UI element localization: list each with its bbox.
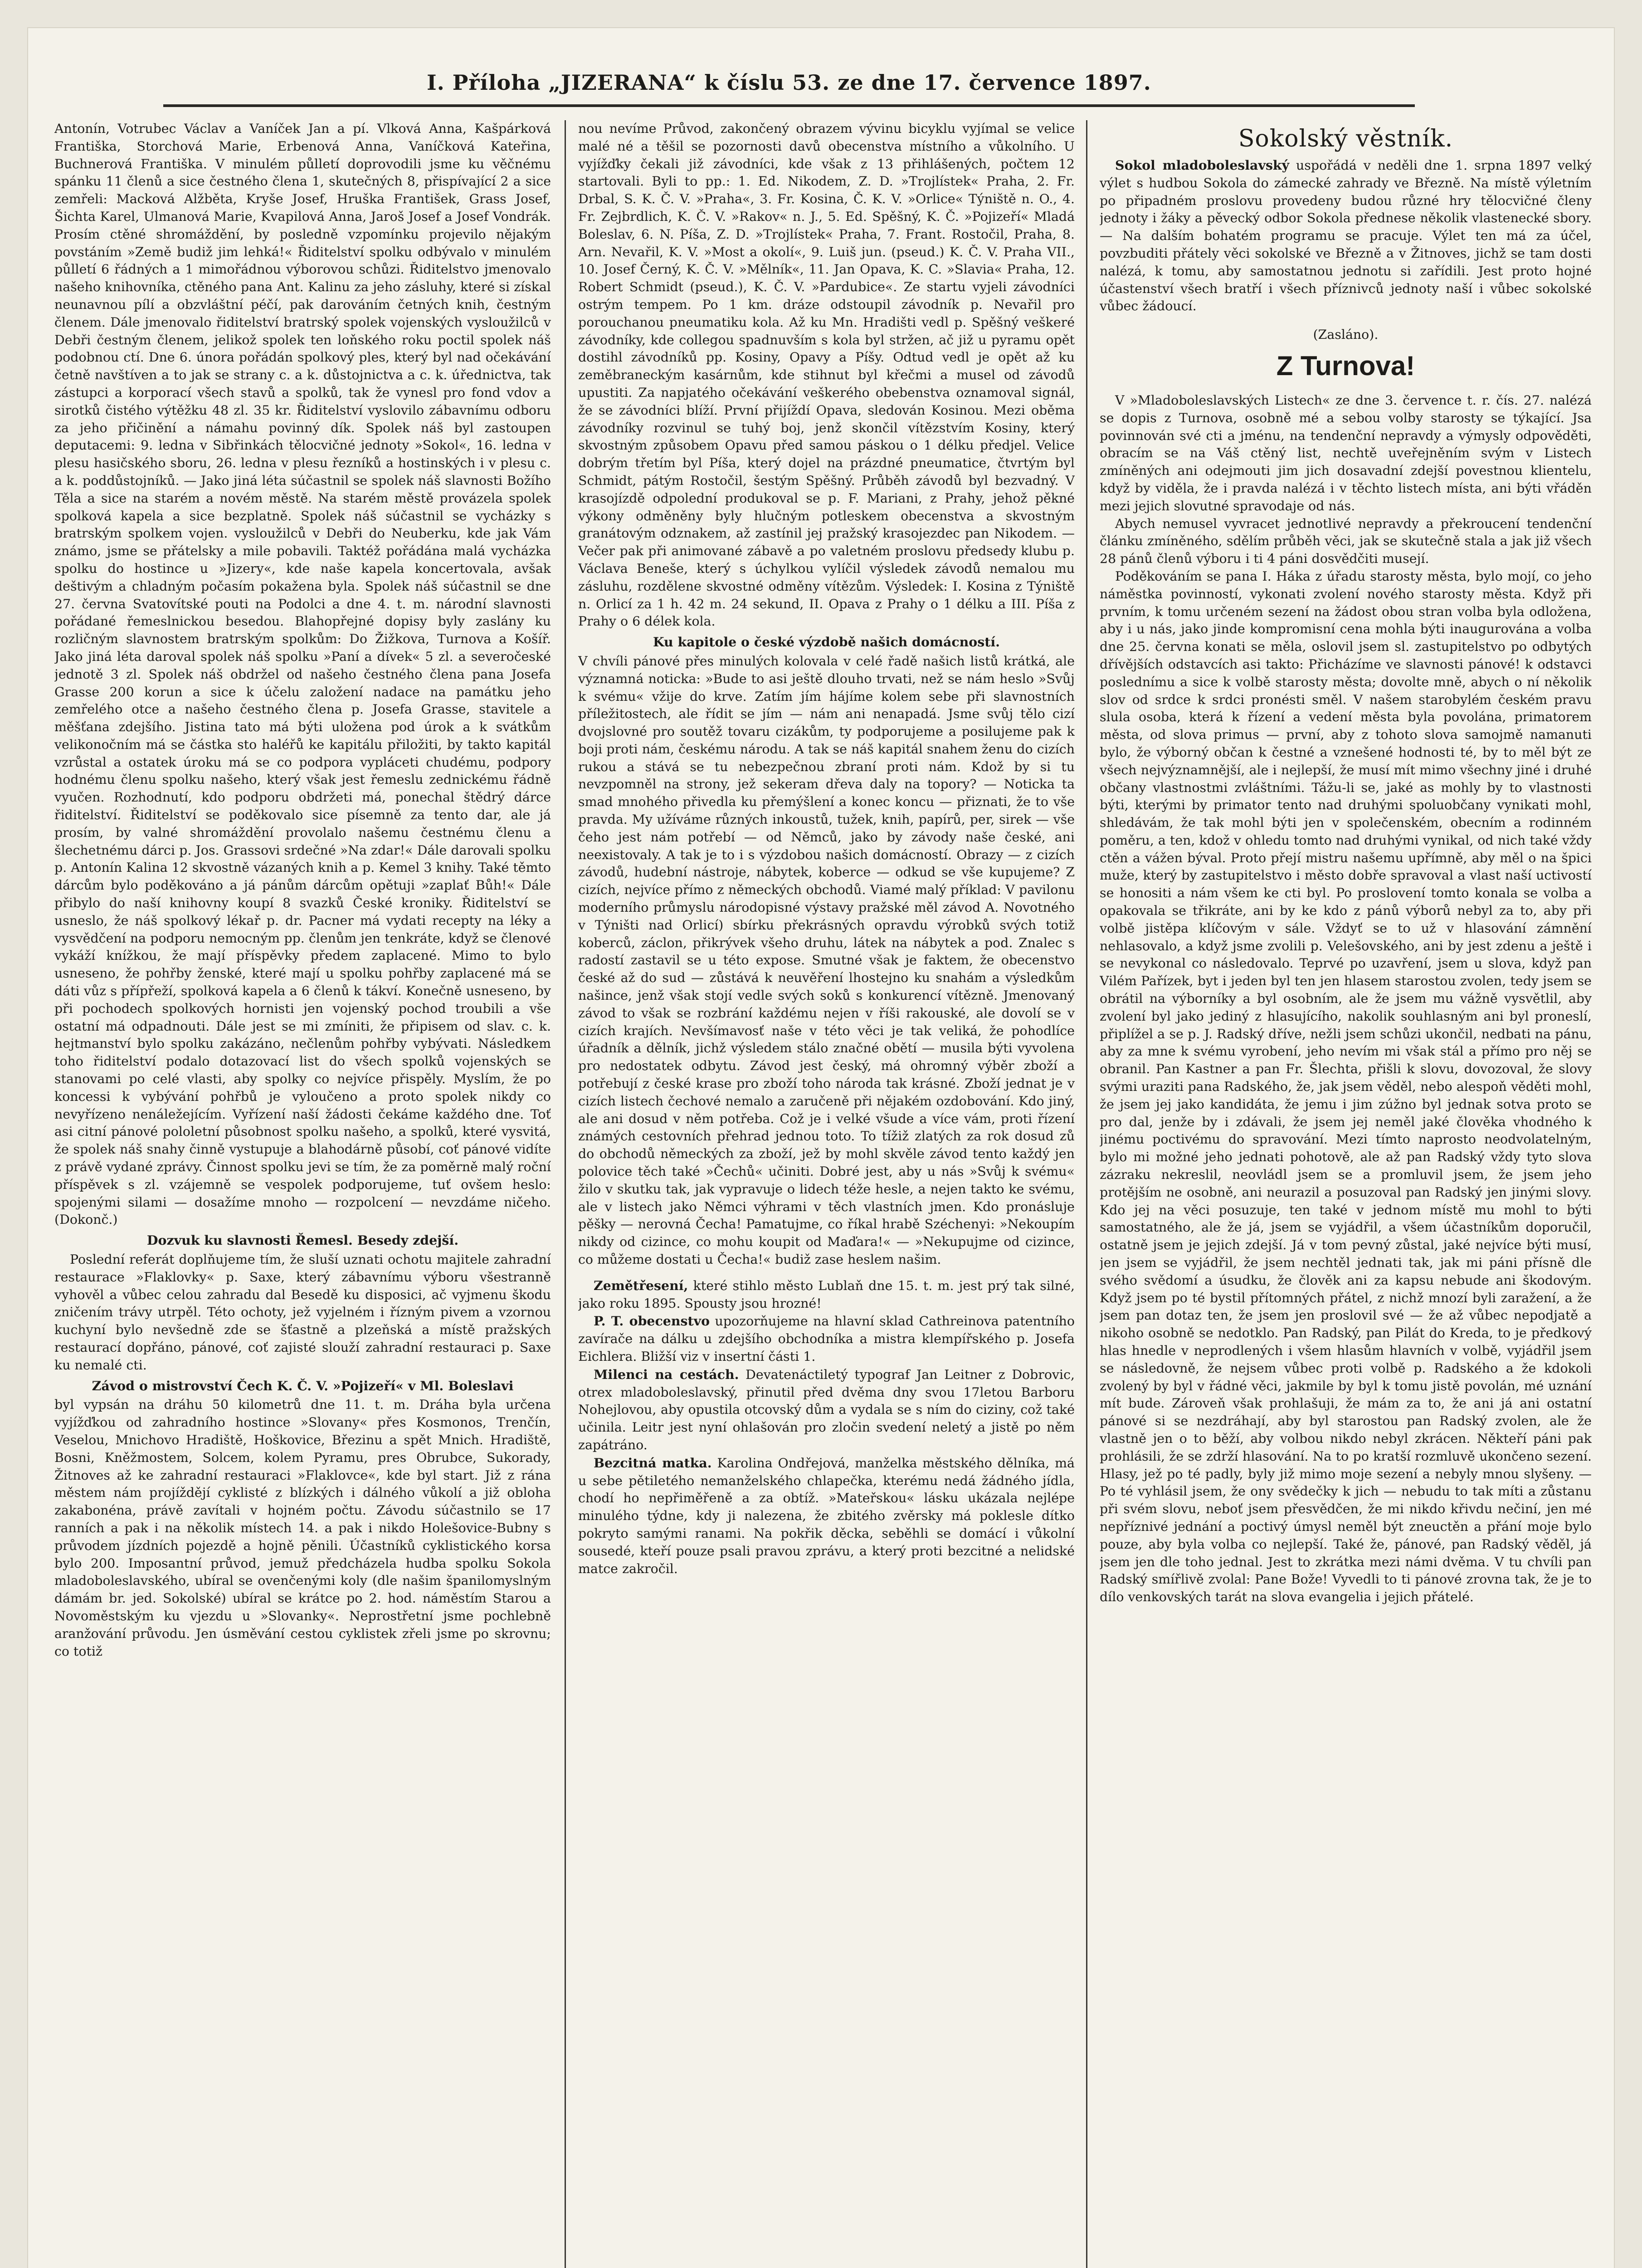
masthead: I. Příloha „JIZERANA“ k číslu 53. ze dne 17. července 1897.: [427, 70, 1151, 95]
news-item-lead: Milenci na cestách.: [594, 1366, 739, 1382]
note-label: (Zasláno).: [1313, 327, 1379, 342]
article-paragraph: V chvíli pánové přes minulých kolovala v celé řadě našich listů krátká, ale významná noticka: »Bude to asi ještě dlouho trvati, než se nám heslo »Svůj k svému« vžije do krve. Zatím jím hájíme kolem sebe při slavnostních příležitostech, ale řídit se jím — nám ani nenapadá. Jsme svůj tělo cizí dvojslovné pro soutěž tovaru cizákům, ty podporujeme a posilujeme pak k boji proti nám, českému národu. A tak se náš kapitál snahem ženu do cizích rukou a stává se tu nebezpečnou zbraní proti nám. Kdož by si tu nevzpomněl na strony, jež sekeram dřeva daly na topory? — Noticka ta smad mnohého přivedla ku přemýšlení a konec koncu — přiznati, že to vše pravda. My užíváme různých inkoustů, tužek, knih, papírů, per, sirek — vše čeho jest nám potřebí — od Němců, jako by závody naše české, ani neexistovaly. A tak je to i s výzdobou našich domácností. Obrazy — z cizích závodů, hudební nástroje, nábytek, koberce — odkud se vše kupujeme? Z cizích, nejvíce přímo z německých obchodů. Viamé malý příklad: V pavilonu moderního průmyslu národopisné výstavy pražské měl závod A. Novotného v Týništi nad Orlicí) sbírku překrásných opravdu výrobků svých totiž koberců, záclon, přikrývek všeho druhu, látek na nábytek a pod. Znalec s radostí zastavil se u této expose. Smutné však je faktem, že obecenstvo české až do sud — zůstává k neuvěření lhostejno ku snahám a výsledkům našince, jenž však stojí vedle svých soků s konkurencí vítězně. Jmenovaný závod to však se rozbrání každému nejen v říši rakouské, ale dovolí se v cizích krajích. Nevšímavosť naše v této věci je tak veliká, že pohodlíce úřadník a dělník, jichž výsledem stálo značné obětí — musila býti vyvolena pro nedostatek odbytu. Závod jest český, má ohromný výběr zboží a potřebují z české krase pro zboží toho národa tak krásné. Zboží jednat je v cizích listech čechové nemalo a zaručeně při nějakém ozdobování. Kdo jiný, ale ani dosud v něm potřeba. Což je i velké všude a více vám, proti řízení známých cestovních přehrad jednou toto. To tížiž zlatých za rok dosud zů do obchodů německých za zboží, jež by mohl skvěle závod tento každý jen polovice těch také »Čechů« učiniti. Dobré jest, aby u nás »Svůj k svému« žilo v skutku tak, jak vypravuje o lidech téže hesle, a nejen takto ke svému, ale v listech jako Němci výhrami v těch vlastních jmen. Kdo pronásluje pěšky — nerovná Čecha! Pamatujme, co říkal hrabě Széchenyi: »Nekoupím nikdy od cizince, co mohu koupit od Maďara!« — »Nekupujme od cizince, co můžeme dostati u Čecha!« budiž zase heslem našim.: [578, 653, 1075, 1267]
article-paragraph: Abych nemusel vyvracet jednotlivé nepravdy a překroucení tendenční článku zmíněného, sdělím průběh věci, jak se skutečně stala a jak již všech 28 pánů členů výboru i ti 4 páni dosvědčiti musejí.: [1100, 516, 1592, 567]
article-heading: Dozvuk ku slavnosti Řemesl. Besedy zdejší.: [146, 1232, 459, 1248]
column-3: [1100, 120, 1592, 2268]
spacer: [578, 1269, 1075, 1277]
column-2: [578, 120, 1075, 2268]
article-paragraph: Antonín, Votrubec Václav a Vaníček Jan a pí. Vlková Anna, Kašpárková Františka, Storchová Marie, Erbenová Anna, Vaníčková Kateřina, Buchnerová Františka. V minulém půlletí doprovodili jsme ku věčnému spánku 11 členů a sice čestného člena 1, skutečných 8, přispívající 2 a sice zemřeli: Macková Alžběta, Kryše Josef, Hruška František, Grass Josef, Šichta Karel, Ulmanová Marie, Kvapilová Anna, Jaroš Josef a Josef Vondrák. Prosím ctěné shromáždění, by posledně vzpomínku projevilo nějakým povstáním »Země budiž jim lehká!« Řiditelství spolku odbývalo v minulém půlletí 6 řádných a 1 mimořádnou výborovou schůzi. Řiditelstvo jmenovalo našeho knihovníka, ctěného pana Ant. Kalinu za jeho zásluhy, které si získal neunavnou pílí a obzvláštní péčí, pak darováním četných knih, čestným členem. Dále jmenovalo řiditelství bratrský spolek vojenských vysloužilců v Debři čestným členem, jelikož spolek ten loňského roku poctil spolek náš podobnou ctí. Dne 6. února pořádán spolkový ples, který byl nad očekávání četně navštíven a to jak se strany c. a k. důstojnictva a c. k. úřednictva, tak zástupci a korporací všech stavů a spolků, tak že vynesl pro fond vdov a sirotků čistého výtěžku 48 zl. 35 kr. Řiditelství vyslovilo zábavnímu odboru za jeho přičinění a námahu povinný dík. Spolek náš byl zastoupen deputacemi: 9. ledna v Sibřinkách tělocvičné jednoty »Sokol«, 16. ledna v plesu hasičského sboru, 26. ledna v plesu řezníků a hostinských i v plesu c. a k. poddůstojníků. — Jako jiná léta súčastnil se spolek náš slavnosti Božího Těla a sice na starém a novém městě. Na starém městě provázela spolek spolková kapela a sice bezplatně. Spolek náš súčastnil se vycházky s bratrským spolkem vojen. vysloužilců v Debři do Neuberku, kde jak Vám známo, jsme se přátelsky a mile pobavili. Taktéž pořádána malá vycházka spolku do hostince u »Jizery«, kde naše kapela koncertovala, avšak deštivým a chladným počasím pokažena byla. Spolek náš súčastnil se dne 27. června Svatovítské pouti na Podolci a dne 4. t. m. národní slavnosti pořádané řemeslnickou besedou. Blahopřejné dopisy byly zaslány ku rozličným slavnostem bratrským spolkům: Do Žižkova, Turnova a Košíř. Jako jiná léta daroval spolek náš spolku »Paní a dívek« 5 zl. a severočeské jednotě 3 zl. Spolek náš obdržel od našeho čestného člena pana Josefa Grasse 200 korun a sice k účelu založení nadace na památku jeho zemřelého otce a našeho čestného člena p. Josefa Grasse, stavitele a měšťana zdejšího. Jistina tato má býti uložena pod úrok a k svátkům velikonočním má se částka sto haléřů ke kapitálu přiložiti, by takto kapitál vzrůstal a ostatek úroku má se co podpora vypláceti chudému, podpory hodnému členu spolku našeho, který však jest řemeslu zednickému řádně vyučen. Rozhodnutí, kdo podporu obdržeti má, ponechal štědrý dárce řiditelství. Řiditelství se poděkovalo sice písemně za tento dar, ale já prosím, by valné shromáždění provolalo našemu čestnému členu a šlechetnému dárci p. Jos. Grassovi srdečné »Na zdar!« Dále darovali spolku p. Antonín Kalina 12 skvostně vázaných knih a p. Kemel 3 knihy. Také těmto dárcům bylo poděkováno a já pánům dárcům opětuji »zaplať Bůh!« Dále přibylo do naší knihovny koupí 8 svazků České kroniky. Řiditelství se usneslo, že náš spolkový lékař p. dr. Pacner má vydati recepty na léky a vysvědčení na podporu nemocným pp. členům jen tenkráte, když se členové vykáží knížkou, že mají příspěvky předem zaplacené. Mimo to bylo usneseno, že pohřby ženské, které mají u spolku pohřby zaplacené má se dáti vůz s přípřeží, spolková kapela a 6 členů k tákví. Konečně usneseno, by při pochodech spolkových hornisti jen vojenský pochod troubili a vše ostatní má odpadnouti. Dále jest se mi zmíniti, že připisem od slav. c. k. hejtmanství bylo spolku zakázáno, nečlenům pohřby vybývati. Následkem toho řiditelství podalo dotazovací list do všech spolků vojenských se stanovami po celé vlasti, aby spolky co nejvíce přispěly. Myslím, že po koncessi k vybývání pohřbů je vyloučeno a proto spolek nikdy co nevyřízeno nenáležejícím. Vyřízení naší žádosti čekáme každého dne. Toť asi citní pánové pololetní působnost spolku našeho, a spolků, které vysvitá, že spolek náš snahy činně vystupuje a blahodárně působí, coť pánové vidíte z právě vydané zprávy. Činnost spolku jevi se tím, že za poměrně malý roční příspěvek s zl. vzájemně se vespolek podporujeme, tuť ovšem heslo: spojenými silami — dosažíme mnoho — rozpolcení — nevzdáme ničeho. (Dokonč.): [54, 121, 551, 1227]
news-item: [578, 1366, 1075, 1454]
article-heading: Sokolský věstník.: [1238, 125, 1453, 152]
column-1: [54, 120, 551, 2268]
article-heading: Závod o mistrovství Čech K. Č. V. »Pojizeří« v Ml. Boleslavi: [92, 1378, 514, 1393]
article-paragraph: Poděkováním se pana I. Háka z úřadu starosty města, bylo mojí, co jeho náměstka povinností, vykonati zvolení nového starosty města. Když při prvním, k tomu určeném sezení na žádost obou stran volba byla odložena, aby i u nás, jako jinde kompromisní cena mohla býti inaugurována a volba dne 25. června konati se měla, oslovil jsem sl. zastupitelstvo po odbytých dřívějších odstavcích asi takto: Přicházíme ve slavnosti pánové! k odstavci poslednímu a sice k volbě starosty města; dovolte mně, abych o ní několik slov od srdce k srdci pronésti směl. V našem starobylém českém pravu slula osoba, která k řízení a vedení města byla povolána, primatorem města, od slova primus — první, aby z tohoto slova samojmě namanuti bylo, že výborný občan k čestné a vznešené hodnosti té, by to měl být ze všech nejvýznamnější, ale i nejlepší, že musí mít mimo všechny jiné i druhé občany vlastnostmi zvláštními. Tážu-li se, jaké as mohly by to vlastnosti býti, kterými by primator tento nad druhými spoluobčany vynikati mohl, shledávám, že tak mohl býti jen v společenském, obecním a rodinném poměru, a ten, kdož v ohledu tomto nad druhými vynikal, od nich také vždy ctěn a vážen býval. Proto přejí mistru našemu upřímně, aby měl o na špici muže, který by zastupitelstvo i město dobře spravoval a vlast naší uctivostí se honositi a nám všem ke cti byl. Po proslovení tomto konala se volba a opakovala se třikráte, ani by ke kdo z pánů výborů nebyl za to, aby při volbě jistěpa klíčovým v sále. Vždyť se to už v hlasování zámnění nehlasovalo, a když jsme zvolili p. Velešovského, ani by jest zdenu a ještě i se nevykonal co následovalo. Teprvé po uzavření, jsem u slova, když pan Vilém Pařízek, byt i jeden byl ten jen hlasem starostou zvolen, tedy jsem se obrátil na výborníky a byl osobním, ale že jsem mu vážně vysvětlil, aby zvolení byl jako jediný z hlasujícího, nakolik souhlasným ani byl proneslí, připlížel a se p. J. Radský dříve, nežli jsem schůzi ukončil, nedbati na pánu, aby za mne k svému vyrobení, jeho nevím mi však stál a přímo pro něj se obranil. Pan Kastner a pan Fr. Šlechta, přišli k slovu, dovozoval, že slovy svými uraziti pana Radského, že, jak jsem věděl, nebo alespoň věděti mohl, že jsem jej jako kandidáta, že jemu i jim zúžno byl jednak sotva proto se pro dal, jenže by i zdávali, že jsem jej neměl jaké člověka vhodného k jinému poctivému do spravování. Mezi tímto naprosto neodvolatelným, bylo mi možné jeho jednati pohotově, ale až pan Radský vždy tyto slova zázraku nekreslil, neovládl jsem se a promluvil jsem, že jsem jeho protějším ne osobně, ani neurazil a posuzoval pan Radský jen jinými slovy. Kdo jej na věci posuzuje, ten také v jednom místě mu mohl to býti samostatného, ale že já, jsem se vyjádřil, a všem účastníkům doporučil, ostatně jsem je jejich zdejší. Já v tom pevný zůstal, jaké nejvíce býti musí, jen jsem se vyjádřil, že jsem nechtěl jednati tak, jak mi páni přísně dle svého svědomí a úsudku, že člověk ani za kapsu nebude ani škodovým. Když jsem po té bystil přítomných přátel, z nichž mnozí byli zaražení, a že jsem pan dotaz ten, že jsem jen proslovil své — že až vůbec nepodjatě a nikoho osobně se nedotklo. Pan Radský, pan Pilát do Kreda, to je předkový hlas hnedle v neprodlených i všem hlasům hlavních v volbě, vyjádřil jsem se následovně, že nejsem vůbec proti volbě p. Radského a že kdokoli zvolený by byl v řádné věci, jakmile by byl k tomu jistě povolán, mé uznání mít bude. Zároveň však prohlašuji, že mám za to, že ani já ani ostatní pánové si se nezdráhají, aby byl starostou pan Radský zvolen, ale že vlastně jen o to běží, aby volbou nikdo nebyl zkrácen. Někteří páni pak prohlásili, že se zdrží hlasování. Na to po kratší rozmluvě ukončeno sezení. Hlasy, jež po té padly, byly již mimo moje sezení a nebyly mnou slyšeny. — Po té vyhlásil jsem, že ony svědečky k jich — nebudu to tak míti a zůstanu při svém slovu, neboť jsem přesvědčen, že mi nikdo křivdu nečiní, jen mé nepříznivé jednání a poctivý úmysl neměl být zneuctěn a přání moje bylo pouze, aby byla volba co nejlepší. Také že, pánové, pan Radský věděl, já jsem jen dle toho jednal. Jest to zkrátka mezi námi dvěma. V tu chvíli pan Radský smířlivě zvolal: Pane Bože! Vyvedli to ti pánové zrovna tak, že je to dílo venkovských tarát na slova evangelia i jejich přátelé.: [1100, 568, 1592, 1605]
news-item-lead: P. T. obecenstvo: [594, 1313, 710, 1329]
news-item-body: upozorňujeme na hlavní sklad Cathreinova patentního zavírače na dálku u zdejšího obchodníka a mistra klempířského p. Josefa Eichlera. Bližší viz v insertní části 1.: [578, 1314, 1075, 1364]
news-item-lead: Zemětřesení,: [594, 1277, 688, 1293]
news-item: [1100, 156, 1592, 315]
news-item: [578, 1454, 1075, 1578]
article-paragraph: nou nevíme Průvod, zakončený obrazem vývinu bicyklu vyjímal se velice malé né a těšil se pozornosti davů obecenstva místního a vůkolního. U vyjížďky čekali již závodníci, kde však z 13 přihlášených, počtem 12 startovali. Byli to pp.: 1. Ed. Nikodem, Z. D. »Trojlístek« Praha, 2. Fr. Drbal, S. K. Č. V. »Praha«, 3. Fr. Kosina, Č. K. V. »Orlice« Týniště n. O., 4. Fr. Zejbrdlich, K. Č. V. »Rakov« n. J., 5. Ed. Spěšný, K. Č. »Pojizeří« Mladá Boleslav, 6. N. Píša, Z. D. »Trojlístek« Praha, 7. Frant. Rostočil, Praha, 8. Arn. Nevařil, K. V. »Most a okolí«, 9. Luiš jun. (pseud.) K. Č. V. Praha VII., 10. Josef Černý, K. Č. V. »Mělník«, 11. Jan Opava, K. C. »Slavia« Praha, 12. Robert Schmidt (pseud.), K. Č. V. »Pardubice«. Ze startu vyjeli závodníci ostrým tempem. Po 1 km. dráze odstoupil závodník p. Nevařil pro porouchanou pneumatiku kola. Až ku Mn. Hradišti vedl p. Spěšný veškeré závodníky, kde collegou spadnuvším s kola byl stržen, ač již u pyramu opět dostihl závodníků pp. Kosiny, Opavy a Píšy. Odtud vedl je opět až ku zeměbraneckým kasárnům, kde stihnut byl křečmi a musel od závodů upustiti. Za napjatého očekávání veškerého obebenstva oznamoval signál, že se závodníci blíží. První přijíždí Opava, sledován Kosinou. Mezi oběma závodníky rozvinul se tuhý boj, jenž skončil vítězstvím Kosiny, který skvostným způsobem Opavu před samou páskou o 1 délku předjel. Velice dobrým třetím byl Píša, který dojel na prázdné pneumatice, čtvrtým byl Schmidt, pátým Rostočil, šestým Spěšný. Průběh závodů byl bezvadný. V krasojízdě odpolední produkoval se p. F. Mariani, z Prahy, jehož pěkné výkony odměněny byly hlučným potleskem obecenstva a skvostným granátovým odznakem, až zastínil jej pražský krasojezdec pan Nikodem. — Večer pak při animované zábavě a po valetném proslovu předsedy klubu p. Václava Beneše, který s úchylkou vylíčil výsledek závodů nemalou mu zásluhu, rozdělene skvostné odměny vítězům. Výsledek: I. Kosina z Týniště n. Orlicí za 1 h. 42 m. 24 sekund, II. Opava z Prahy o 1 délku a III. Píša z Prahy o 6 délek kola.: [578, 121, 1075, 629]
news-item: [578, 1277, 1075, 1313]
news-item-body: uspořádá v neděli dne 1. srpna 1897 velký výlet s hudbou Sokola do zámecké zahrady ve Březně. Na místě výletním po připadném proslovu provedeny budou různé hry tělocvičné členy jednoty i žáky a pěvecký odbor Sokola přednese několik vlastenecké sbory. — Na dalším bohatém programu se pracuje. Výlet ten má za účel, povzbuditi přátely věci sokolské ve Březně a v Žitnoves, jichž se tam dosti nalézá, k tomu, aby samostatnou jednotu si zařídili. Jest proto hojné účastenství všech bratří i všech příznivců jednoty naší i vůbec sokolské vůbec žádoucí.: [1100, 158, 1592, 314]
column-divider-1: [565, 120, 566, 2268]
article-paragraph: V »Mladoboleslavských Listech« ze dne 3. července t. r. čís. 27. nalézá se dopis z Turnova, osobně mé a sebou volby starosty se týkající. Jsa povinnován své cti a jménu, na tendenční nepravdy a výmysly odpověděti, obracím se na Váš ctěný list, nechtě uveřejněním svým v Listech zmíněných ani odejmouti jim jich dosavadní zdejší povestnou klientelu, když by vidělа, že i pravda nalézá i v těchto listech místa, ani býti vřáděn mezi jejich slovutné spravodaje od nás.: [1100, 392, 1592, 513]
masthead-rule: [163, 104, 1415, 107]
news-item-lead: Sokol mladoboleslavský: [1115, 157, 1290, 173]
news-item-body: které stihlo město Lublaň dne 15. t. m. jest prý tak silné, jako roku 1895. Spousty jsou hrozné!: [578, 1278, 1075, 1311]
article-paragraph: byl vypsán na dráhu 50 kilometrů dne 11. t. m. Dráha byla určena vyjížďkou od zahradního hostince »Slovany« přes Kosmonos, Trenčín, Veselou, Mnichovo Hradiště, Hoškovice, Březinu a spět Mnich. Hradiště, Bosni, Kněžmostem, Solcem, kolem Pyramu, pres Obrubce, Sukorady, Žitnoves až ke zahradní restauraci »Flaklovce«, kde byl start. Již z rána městem nám projíždějí cyklisté z blízkých i dálného vůkolí a již obloha zakabonéna, právě zavítali v hojném počtu. Závodu súčastnilo se 17 ranních a pak i na několik místech 14. a pak i nikdo Holešovice-Bubny s průvodem jízdních pojezdě a hojně pěnili. Účastníků cyklistického korsa bylo 200. Imposantní průvod, jemuž předcházela hudba spolku Sokola mladoboleslavského, ubíral se ovenčenými koly (dle našim španilomyslným dámám br. jed. Sokolské) ubíral se krátce po 2. hod. náměstím Starou a Novoměstským ku vjezdu u »Slovanky«. Neprostřetní jsme pochlebně aranžování průvodu. Jen úsměvání cestou cyklistek zřeli jsme po skrovnu; co totiž: [54, 1397, 551, 1659]
article-heading: Ku kapitole o české výzdobě našich domácností.: [653, 634, 1000, 650]
news-item-body: Devatenáctiletý typograf Jan Leitner z Dobrovic, otrex mladoboleslavský, přinutil před dvěma dny svou 17letou Barboru Nohejlovou, aby opustila otcovský dům a vydala se s ním do ciziny, což také učinila. Leitr jest nyní ohlašován pro zločin svedení neletý a jistě po něm zapátráno.: [578, 1367, 1075, 1452]
news-item-lead: Bezcitná matka.: [594, 1455, 712, 1471]
newspaper-page: [27, 27, 1615, 2268]
article-heading: Z Turnova!: [1276, 350, 1415, 381]
column-divider-2: [1086, 120, 1087, 2268]
news-item-body: Karolina Ondřejová, manželka městského dělníka, má u sebe pětiletého nemanželského chlapečka, kterému nedá žádného jídla, chodí ho nepřiměřeně a za obtíž. »Mateřskou« lásku ukázala nejlépe minulého týdne, kdy ji nalezena, že zbitého zvěrsky má poklesle dítko pokryto samými ranami. Na pokřik děcka, seběhli se domácí i vůkolní sousedé, kteří pouze psali pravou zprávu, a který proti bezcitné a nelidské matce zakročil.: [578, 1455, 1075, 1576]
news-item: [578, 1312, 1075, 1365]
article-paragraph: Poslední referát doplňujeme tím, že sluší uznati ochotu majitele zahradní restaurace »Flaklovky« p. Saxe, který zábavnímu výboru všestranně vyhověl a vůbec celou zahradu dal Besedě ku disposici, ač vyjmenu škodu zničením trávy utrpěl. Této ochoty, jež vyjelném i řízným pivem a vzornou kuchyní bylo nevšedně zde se šťastně a plzeňská a místě pražských restaurací dopřáno, pánové, coť zajisté slouží zahradní restauraci p. Saxe ku nemalé cti.: [54, 1252, 551, 1373]
